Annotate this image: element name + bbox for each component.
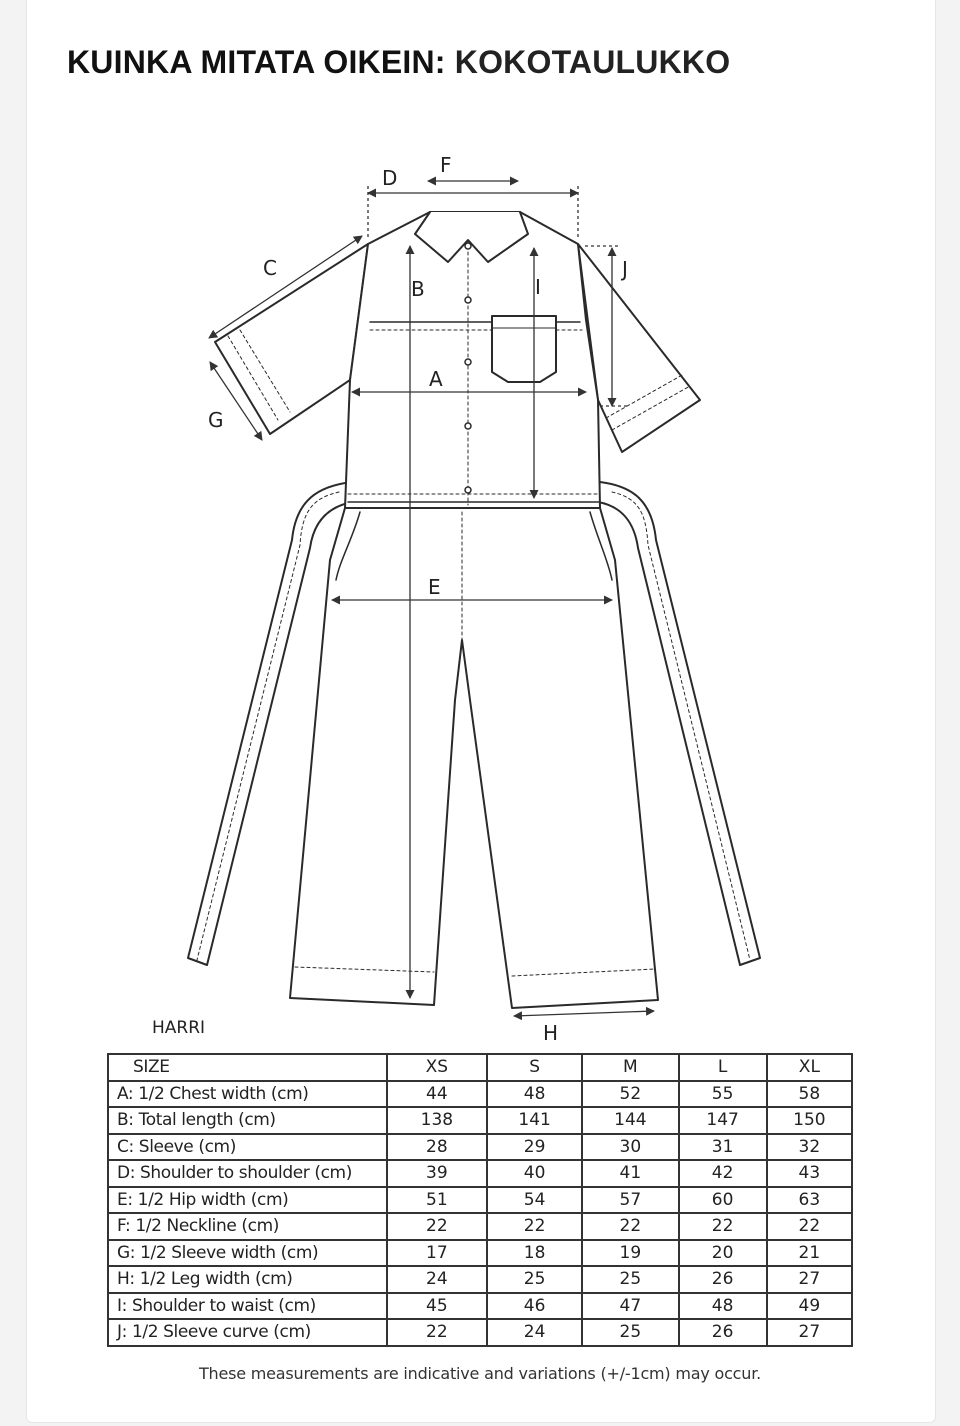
cell-value: 24 <box>387 1266 487 1293</box>
cell-value: 46 <box>487 1293 582 1320</box>
cell-value: 43 <box>767 1160 852 1187</box>
table-row <box>108 1266 852 1293</box>
cell-value: 28 <box>387 1134 487 1161</box>
table-row <box>108 1187 852 1214</box>
row-label: G: 1/2 Sleeve width (cm) <box>108 1240 387 1267</box>
table-row <box>108 1213 852 1240</box>
label-h: H <box>543 1021 559 1045</box>
cell-value: 39 <box>387 1160 487 1187</box>
cell-value: 41 <box>582 1160 678 1187</box>
row-label: F: 1/2 Neckline (cm) <box>108 1213 387 1240</box>
cell-value: 25 <box>582 1319 678 1346</box>
row-label: B: Total length (cm) <box>108 1107 387 1134</box>
table-row <box>108 1107 852 1134</box>
cell-value: 24 <box>487 1319 582 1346</box>
table-row <box>108 1240 852 1267</box>
label-d: D <box>382 166 398 190</box>
cell-value: 52 <box>582 1081 678 1108</box>
cell-value: 138 <box>387 1107 487 1134</box>
header-m: M <box>582 1054 678 1081</box>
cell-value: 32 <box>767 1134 852 1161</box>
cell-value: 27 <box>767 1266 852 1293</box>
row-label: D: Shoulder to shoulder (cm) <box>108 1160 387 1187</box>
label-c: C <box>263 256 277 280</box>
header-l: L <box>679 1054 767 1081</box>
label-f: F <box>440 153 452 177</box>
cell-value: 150 <box>767 1107 852 1134</box>
cell-value: 26 <box>679 1319 767 1346</box>
cell-value: 144 <box>582 1107 678 1134</box>
cell-value: 60 <box>679 1187 767 1214</box>
cell-value: 63 <box>767 1187 852 1214</box>
cell-value: 57 <box>582 1187 678 1214</box>
table-row <box>108 1134 852 1161</box>
label-j: J <box>622 257 628 281</box>
size-table <box>107 1053 853 1347</box>
title-main: KUINKA MITATA OIKEIN: <box>67 44 446 80</box>
header-size: SIZE <box>108 1054 387 1081</box>
table-header-row <box>108 1054 852 1081</box>
cell-value: 18 <box>487 1240 582 1267</box>
cell-value: 49 <box>767 1293 852 1320</box>
left-sleeve <box>215 244 368 434</box>
cell-value: 44 <box>387 1081 487 1108</box>
row-label: A: 1/2 Chest width (cm) <box>108 1081 387 1108</box>
pants <box>290 508 658 1008</box>
table-row <box>108 1081 852 1108</box>
label-b: B <box>411 277 425 301</box>
cell-value: 45 <box>387 1293 487 1320</box>
table-row <box>108 1293 852 1320</box>
cell-value: 55 <box>679 1081 767 1108</box>
row-label: C: Sleeve (cm) <box>108 1134 387 1161</box>
table-row <box>108 1319 852 1346</box>
row-label: I: Shoulder to waist (cm) <box>108 1293 387 1320</box>
row-label: E: 1/2 Hip width (cm) <box>108 1187 387 1214</box>
table-row <box>108 1160 852 1187</box>
cell-value: 29 <box>487 1134 582 1161</box>
cell-value: 25 <box>582 1266 678 1293</box>
cell-value: 22 <box>679 1213 767 1240</box>
cell-value: 26 <box>679 1266 767 1293</box>
cell-value: 21 <box>767 1240 852 1267</box>
cell-value: 22 <box>387 1319 487 1346</box>
cell-value: 58 <box>767 1081 852 1108</box>
measurement-note: These measurements are indicative and variations (+/-1cm) may occur. <box>198 1364 762 1383</box>
label-e: E <box>428 575 441 599</box>
cell-value: 22 <box>387 1213 487 1240</box>
cell-value: 141 <box>487 1107 582 1134</box>
cell-value: 47 <box>582 1293 678 1320</box>
chest-pocket <box>492 316 556 382</box>
label-g: G <box>208 408 224 432</box>
cell-value: 30 <box>582 1134 678 1161</box>
row-label: J: 1/2 Sleeve curve (cm) <box>108 1319 387 1346</box>
header-xl: XL <box>767 1054 852 1081</box>
cell-value: 48 <box>679 1293 767 1320</box>
header-xs: XS <box>387 1054 487 1081</box>
cell-value: 40 <box>487 1160 582 1187</box>
cell-value: 22 <box>487 1213 582 1240</box>
cell-value: 22 <box>582 1213 678 1240</box>
cell-value: 19 <box>582 1240 678 1267</box>
cell-value: 20 <box>679 1240 767 1267</box>
cell-value: 27 <box>767 1319 852 1346</box>
row-label: H: 1/2 Leg width (cm) <box>108 1266 387 1293</box>
cell-value: 22 <box>767 1213 852 1240</box>
product-name: HARRI <box>152 1018 206 1038</box>
cell-value: 31 <box>679 1134 767 1161</box>
bodice <box>345 212 600 508</box>
cell-value: 51 <box>387 1187 487 1214</box>
cell-value: 54 <box>487 1187 582 1214</box>
cell-value: 25 <box>487 1266 582 1293</box>
cell-value: 48 <box>487 1081 582 1108</box>
title-accent: KOKOTAULUKKO <box>454 44 731 80</box>
cell-value: 17 <box>387 1240 487 1267</box>
header-s: S <box>487 1054 582 1081</box>
label-a: A <box>429 367 443 391</box>
cell-value: 147 <box>679 1107 767 1134</box>
cell-value: 42 <box>679 1160 767 1187</box>
label-i: I <box>535 275 541 299</box>
